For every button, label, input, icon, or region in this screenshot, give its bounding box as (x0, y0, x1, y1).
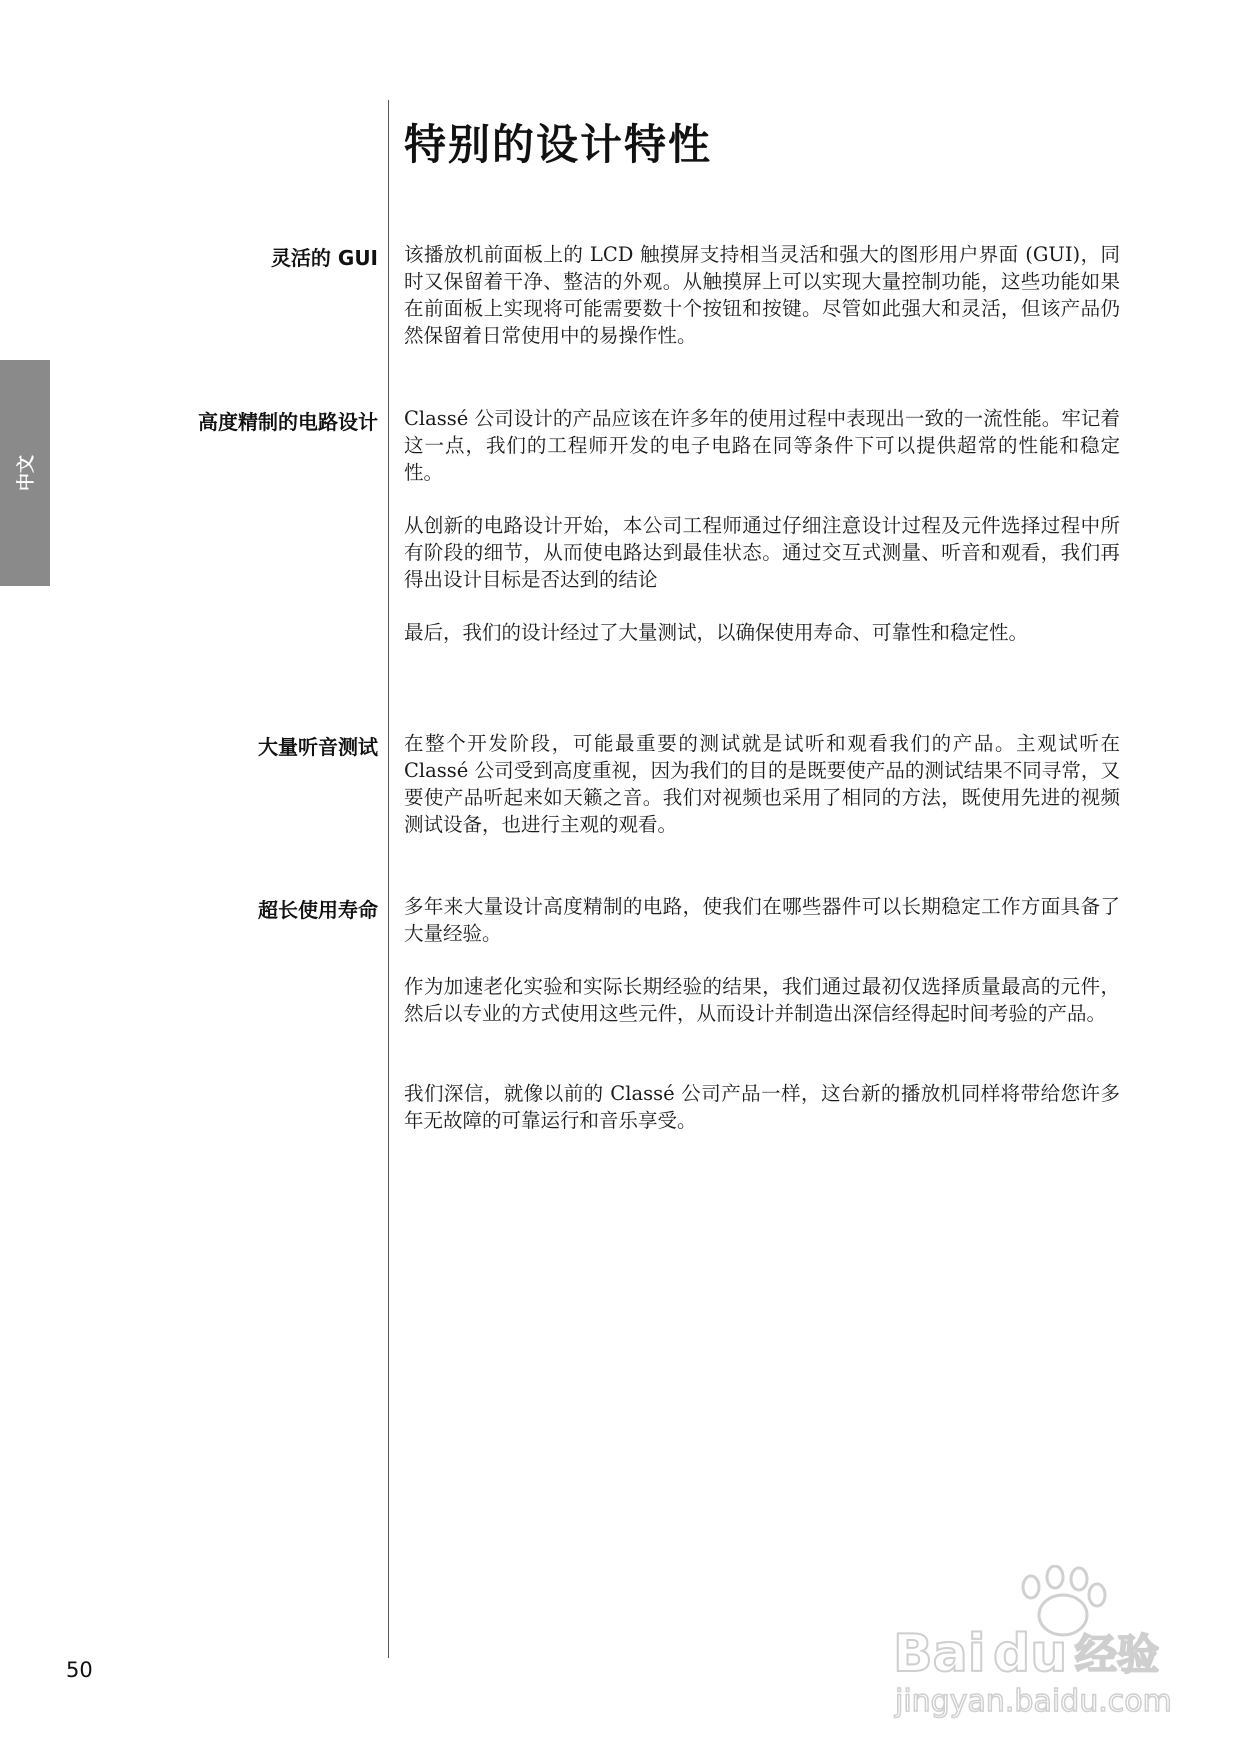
section-heading-listening-tests: 大量听音测试 (258, 735, 378, 759)
section-paragraph: 该播放机前面板上的 LCD 触摸屏支持相当灵活和强大的图形用户界面 (GUI)，同时又保留着干净、整洁的外观。从触摸屏上可以实现大量控制功能，这些功能如果在前面板上实现将可能需要数十个按钮和按键。尽管如此强大和灵活，但该产品仍然保留着日常使用中的易操作性。 (404, 243, 1120, 347)
column-divider (388, 100, 389, 1658)
section-paragraph: Classé 公司设计的产品应该在许多年的使用过程中表现出一致的一流性能。牢记着这一点，我们的工程师开发的电子电路在同等条件下可以提供超常的性能和稳定性。 (404, 407, 1120, 484)
section-paragraph: 我们深信，就像以前的 Classé 公司产品一样，这台新的播放机同样将带给您许多年无故障的可靠运行和音乐享受。 (404, 1082, 1120, 1132)
svg-text:jingyan.baidu.com: jingyan.baidu.com (895, 1684, 1172, 1719)
language-tab (0, 360, 50, 586)
section-paragraph: 作为加速老化实验和实际长期经验的结果，我们通过最初仅选择质量最高的元件，然后以专业的方式使用这些元件，从而设计并制造出深信经得起时间考验的产品。 (404, 975, 1120, 1025)
language-tab-label: 中文 (16, 455, 37, 491)
section-paragraph: 在整个开发阶段，可能最重要的测试就是试听和观看我们的产品。主观试听在 Classé 公司受到高度重视，因为我们的目的是既要使产品的测试结果不同寻常，又要使产品听起来如天籁之音。我们对视频也采用了相同的方法，既使用先进的视频测试设备，也进行主观的观看。 (404, 732, 1120, 836)
section-heading-circuit-design: 高度精制的电路设计 (198, 410, 378, 434)
section-paragraph: 多年来大量设计高度精制的电路，使我们在哪些器件可以长期稳定工作方面具备了大量经验。 (404, 895, 1120, 945)
section-paragraph: 从创新的电路设计开始，本公司工程师通过仔细注意设计过程及元件选择过程中所有阶段的细节，从而使电路达到最佳状态。通过交互式测量、听音和观看，我们再得出设计目标是否达到的结论 (404, 514, 1120, 591)
page-number: 50 (66, 1658, 93, 1682)
svg-text:du: du (993, 1624, 1068, 1684)
section-paragraph: 最后，我们的设计经过了大量测试，以确保使用寿命、可靠性和稳定性。 (404, 621, 1029, 644)
page-title: 特别的设计特性 (404, 120, 713, 169)
svg-text:经验: 经验 (1075, 1630, 1160, 1679)
baidu-jingyan-watermark (885, 1565, 1185, 1725)
svg-text:Bai: Bai (893, 1624, 986, 1684)
section-heading-flexible-gui: 灵活的 GUI (270, 246, 378, 270)
section-heading-long-life: 超长使用寿命 (258, 898, 378, 922)
